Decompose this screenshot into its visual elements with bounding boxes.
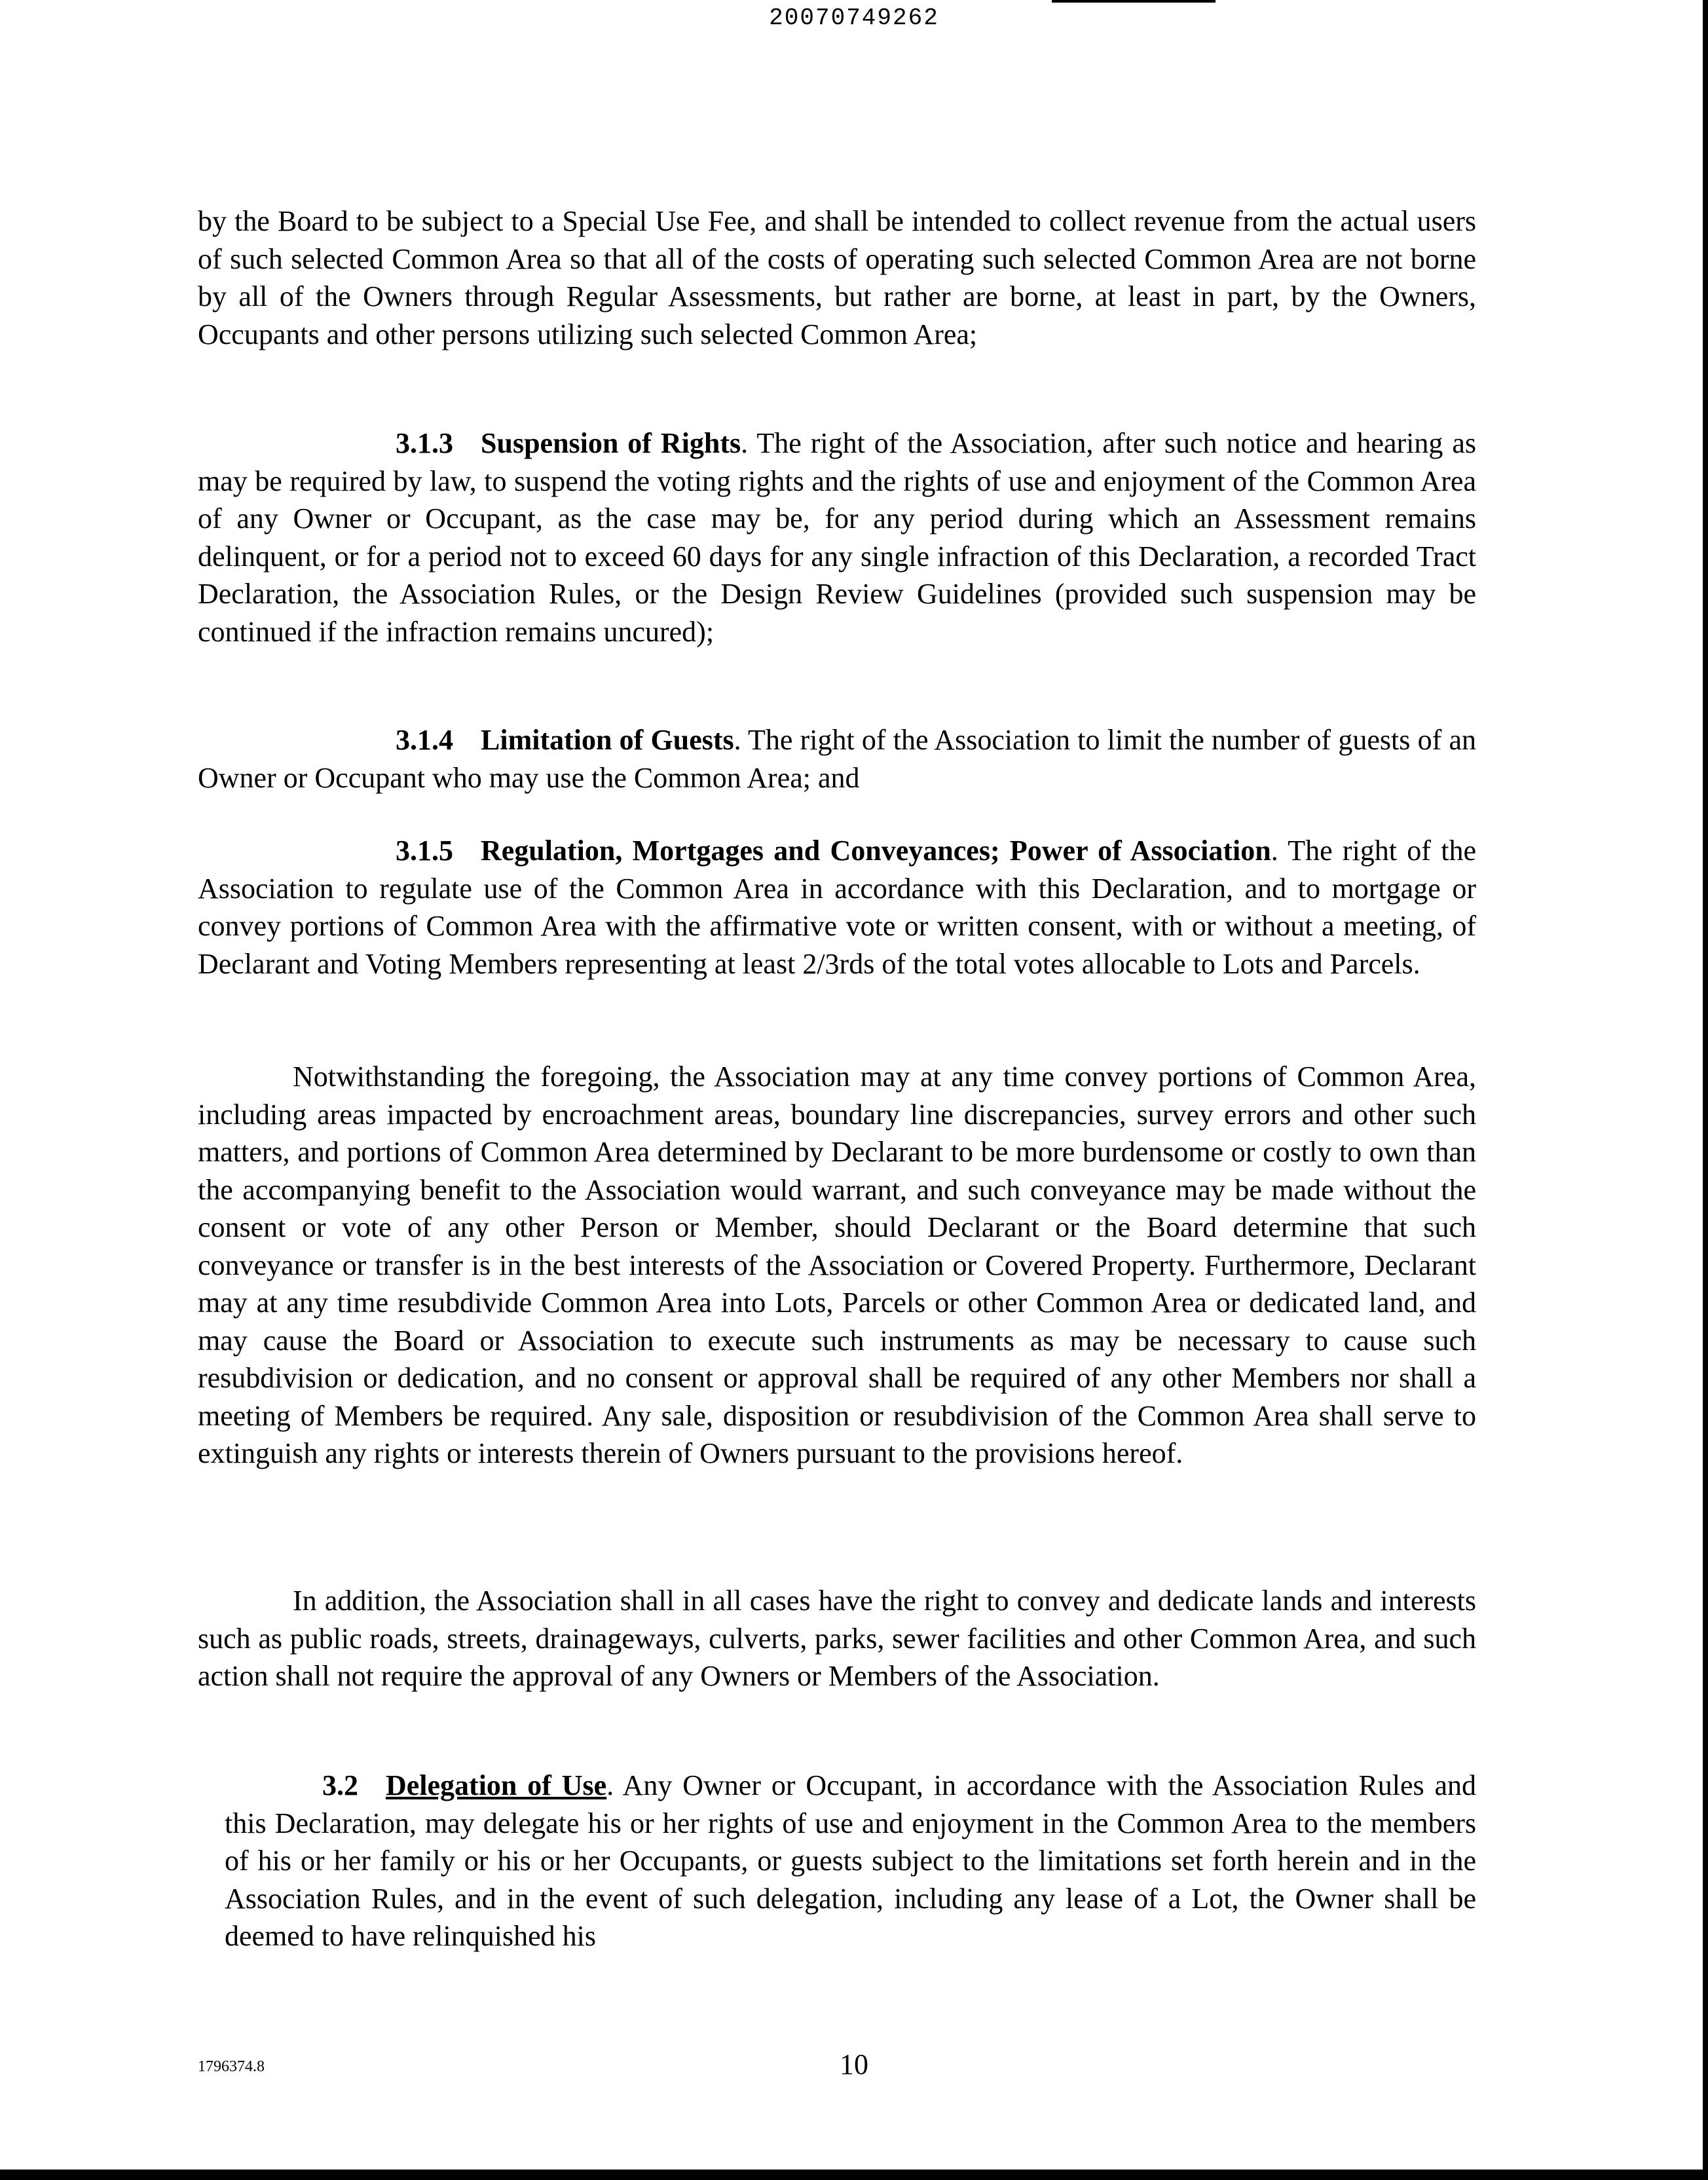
paragraph-text: by the Board to be subject to a Special Use Fee, and shall be intended to collect revenue from the actual users of such selected Common Area so that all of the costs of operating such selected Common Area are not borne by all of the Owners through Regular Assessments, but rather are borne, at least in part, by the Owners, Occupants and other persons utilizing such selected Common Area;: [198, 205, 1476, 350]
scan-artifact-line: [1052, 0, 1216, 3]
section-heading: Limitation of Guests: [481, 724, 734, 756]
section-heading: Regulation, Mortgages and Conveyances; Power of Association: [481, 835, 1271, 867]
paragraph-continuation: [198, 202, 1476, 353]
section-3-1-4: [198, 721, 1476, 797]
section-heading: Suspension of Rights: [481, 427, 741, 459]
section-number: 3.1.3: [396, 427, 453, 459]
section-number: 3.1.5: [396, 835, 453, 867]
footer-document-id: 1796374.8: [198, 2058, 265, 2075]
paragraph-text: In addition, the Association shall in all cases have the right to convey and dedicate lands and interests such as public roads, streets, drainageways, culverts, parks, sewer facilities and other Common Area, and such action shall not require the approval of any Owners or Members of the Association.: [198, 1585, 1476, 1692]
section-3-1-5: [198, 832, 1476, 983]
section-text: . The right of the Association, after such notice and hearing as may be required by law, to suspend the voting rights and the rights of use and enjoyment of the Common Area of any Owner or Occupant, as the case may be, for any period during which an Assessment remains delinquent, or for a period not to exceed 60 days for any single infraction of this Declaration, a recorded Tract Declaration, the Association Rules, or the Design Review Guidelines (provided such suspension may be continued if the infraction remains uncured);: [198, 427, 1476, 648]
paragraph-text: Notwithstanding the foregoing, the Association may at any time convey portions of Common Area, including areas impacted by encroachment areas, boundary line discrepancies, survey errors and other such matters, and portions of Common Area determined by Declarant to be more burdensome or costly to own than the accompanying benefit to the Association would warrant, and such conveyance may be made without the consent or vote of any other Person or Member, should Declarant or the Board determine that such conveyance or transfer is in the best interests of the Association or Covered Property. Furthermore, Declarant may at any time resubdivide Common Area into Lots, Parcels or other Common Area or dedicated land, and may cause the Board or Association to execute such instruments as may be necessary to cause such resubdivision or dedication, and no consent or approval shall be required of any other Members nor shall a meeting of Members be required. Any sale, disposition or resubdivision of the Common Area shall serve to extinguish any rights or interests therein of Owners pursuant to the provisions hereof.: [198, 1061, 1476, 1469]
paragraph-notwithstanding: [198, 1058, 1476, 1473]
scan-edge-right: [1703, 0, 1708, 2180]
section-text: . The right of the Association to limit the number of guests of an Owner or Occupant who may use the Common Area; and: [198, 724, 1476, 794]
section-heading: Delegation of Use: [386, 1769, 607, 1801]
page-number: 10: [840, 2048, 868, 2080]
section-text: . Any Owner or Occupant, in accordance with the Association Rules and this Declaration, may delegate his or her rights of use and enjoyment in the Common Area to the members of his or her family or his or her Occupants, or guests subject to the limitations set forth herein and in the Association Rules, and in the event of such delegation, including any lease of a Lot, the Owner shall be deemed to have relinquished his: [225, 1769, 1476, 1952]
section-3-1-3: [198, 424, 1476, 650]
section-number: 3.2: [322, 1769, 358, 1801]
section-3-2: [225, 1767, 1476, 1955]
section-text: . The right of the Association to regulate use of the Common Area in accordance with this Declaration, and to mortgage or convey portions of Common Area with the affirmative vote or written consent, with or without a meeting, of Declarant and Voting Members representing at least 2/3rds of the total votes allocable to Lots and Parcels.: [198, 835, 1477, 980]
section-number: 3.1.4: [396, 724, 453, 756]
paragraph-in-addition: [198, 1582, 1476, 1695]
recording-number: 20070749262: [769, 5, 939, 31]
scan-edge-bottom: [0, 2170, 1708, 2180]
